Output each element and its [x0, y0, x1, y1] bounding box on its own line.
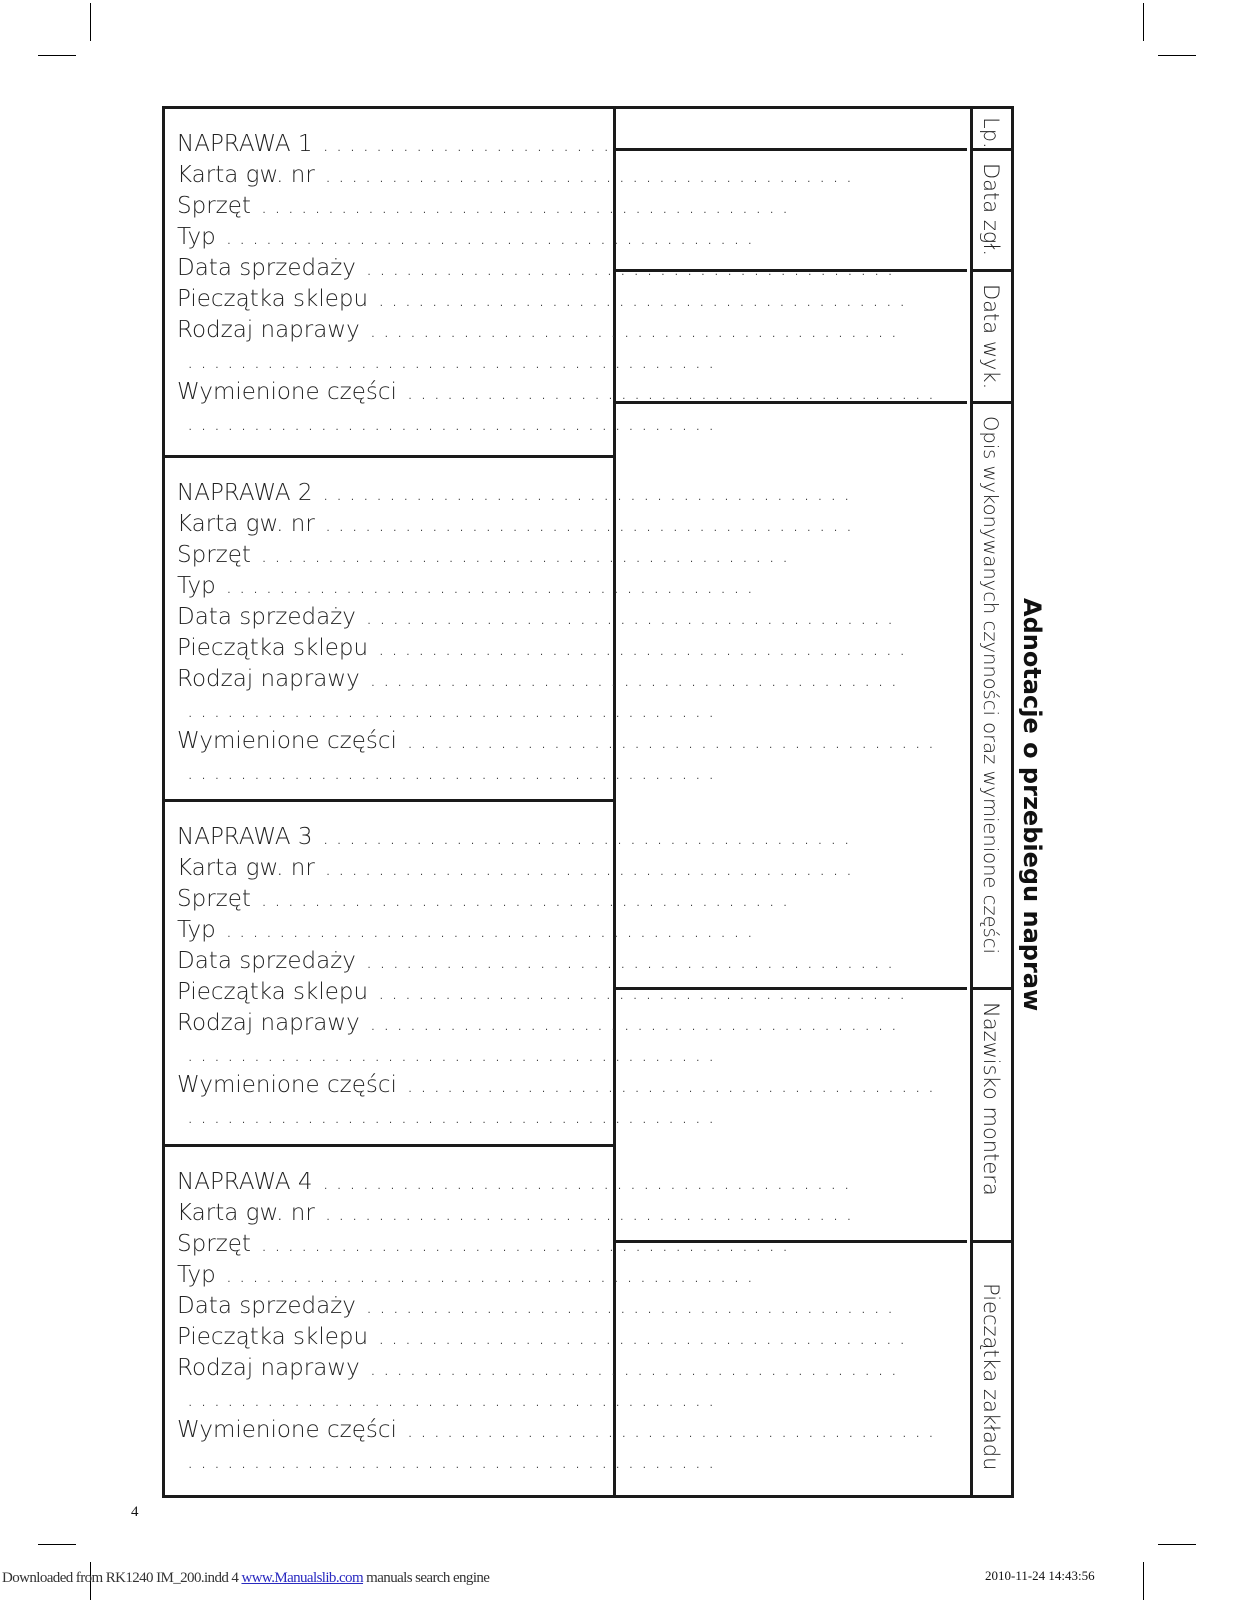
fill-in-dotted-line[interactable]: ........................................	[324, 163, 860, 187]
repair-2-field-4-line	[177, 633, 913, 664]
header-data-zgl	[973, 151, 1011, 272]
repair-1-field-3-line	[177, 253, 901, 284]
fill-in-dotted-line[interactable]: ........................................	[225, 574, 760, 598]
repair-4-field-2-line	[177, 1260, 760, 1291]
entry-cells-column	[616, 109, 970, 1495]
fill-in-dotted-line[interactable]: ........................................	[324, 512, 860, 536]
repair-entry-2	[165, 458, 942, 802]
repair-4-field-8-line	[177, 1446, 722, 1477]
fill-in-dotted-line[interactable]: ........................................	[365, 256, 901, 280]
repair-3-title-line	[177, 822, 857, 853]
cell-nazwisko[interactable]	[616, 990, 967, 1243]
repair-entry-3	[165, 802, 942, 1147]
manualslib-link[interactable]: www.Manualslib.com	[241, 1570, 364, 1586]
repair-3-field-4-line	[177, 977, 913, 1008]
repair-1-field-5-line	[177, 315, 905, 346]
header-lp-label: Lp.	[979, 117, 1003, 149]
column-headers	[970, 109, 1011, 1495]
repair-4-field-4-line	[177, 1322, 913, 1353]
fill-in-dotted-line[interactable]: ........................................	[322, 481, 857, 505]
header-pieczatka-label: Pieczątka zakładu	[979, 1283, 1003, 1471]
cell-lp[interactable]	[616, 109, 967, 151]
repair-4-field-5-line	[177, 1353, 905, 1384]
header-data-wyk	[973, 272, 1011, 404]
fill-in-dotted-line[interactable]: ........................................	[324, 856, 860, 880]
repair-3-field-0-line	[177, 853, 860, 884]
repair-1-field-5-label: Rodzaj naprawy	[177, 317, 360, 343]
fill-in-dotted-line[interactable]: ........................................	[406, 1418, 942, 1442]
fill-in-dotted-line[interactable]: ........................................	[187, 760, 722, 784]
repair-2-field-6-line	[177, 695, 722, 726]
footer-downloaded-from: Downloaded from	[2, 1570, 103, 1586]
fill-in-dotted-line[interactable]: ........................................	[260, 1232, 796, 1256]
repair-4-field-0-line	[177, 1198, 860, 1229]
fill-in-dotted-line[interactable]: ........................................	[187, 698, 722, 722]
fill-in-dotted-line[interactable]: ........................................	[365, 949, 901, 973]
repair-3-field-1-label: Sprzęt	[177, 886, 251, 912]
download-footer	[2, 1570, 489, 1587]
fill-in-dotted-line[interactable]: ........................................	[225, 918, 760, 942]
repair-4-title-label: NAPRAWA 4	[177, 1169, 313, 1195]
repair-1-field-2-label: Typ	[177, 224, 216, 250]
repair-entry-4	[165, 1147, 942, 1495]
fill-in-dotted-line[interactable]: ........................................	[187, 411, 722, 435]
header-nazwisko	[973, 990, 1011, 1243]
repair-3-field-5-line	[177, 1008, 905, 1039]
fill-in-dotted-line[interactable]: ........................................	[365, 1294, 901, 1318]
fill-in-dotted-line[interactable]: ........................................	[378, 636, 913, 660]
header-pieczatka	[973, 1243, 1011, 1495]
header-nazwisko-label: Nazwisko montera	[979, 1002, 1003, 1196]
repair-1-field-0-line	[177, 160, 860, 191]
footer-file-name: RK1240 IM_200.indd 4	[105, 1570, 239, 1586]
repair-4-field-5-label: Rodzaj naprawy	[177, 1355, 360, 1381]
repair-3-field-8-line	[177, 1101, 722, 1132]
repair-1-field-0-label: Karta gw. nr	[177, 162, 315, 188]
repair-4-field-3-label: Data sprzedaży	[177, 1293, 356, 1319]
repair-4-field-3-line	[177, 1291, 901, 1322]
fill-in-dotted-line[interactable]: ........................................	[260, 194, 796, 218]
repair-4-field-2-label: Typ	[177, 1262, 216, 1288]
header-data-zgl-label: Data zgł.	[979, 163, 1003, 257]
fill-in-dotted-line[interactable]: ........................................	[369, 667, 905, 691]
repair-3-field-4-label: Pieczątka sklepu	[177, 979, 369, 1005]
repair-3-field-3-label: Data sprzedaży	[177, 948, 356, 974]
section-title: Adnotacje o przebiegu napraw	[1018, 598, 1046, 1012]
fill-in-dotted-line[interactable]: ........................................	[378, 287, 913, 311]
repair-1-field-1-line	[177, 191, 796, 222]
repair-1-title-line	[177, 129, 857, 160]
footer-timestamp: 2010-11-24 14:43:56	[985, 1568, 1095, 1583]
repair-2-field-0-label: Karta gw. nr	[177, 511, 315, 537]
repair-2-field-1-label: Sprzęt	[177, 542, 251, 568]
repair-3-field-2-label: Typ	[177, 917, 216, 943]
repair-2-field-2-label: Typ	[177, 573, 216, 599]
crop-mark	[1143, 3, 1144, 41]
repair-4-field-7-label: Wymienione części	[177, 1417, 397, 1443]
repair-3-field-5-label: Rodzaj naprawy	[177, 1010, 360, 1036]
repair-entries-column	[165, 109, 942, 1495]
crop-mark	[1158, 55, 1196, 56]
fill-in-dotted-line[interactable]: ........................................	[260, 887, 796, 911]
fill-in-dotted-line[interactable]: ........................................	[260, 543, 796, 567]
repair-1-field-8-line	[177, 408, 722, 439]
repair-4-field-0-label: Karta gw. nr	[177, 1200, 315, 1226]
fill-in-dotted-line[interactable]: ........................................	[369, 1011, 905, 1035]
fill-in-dotted-line[interactable]: ........................................	[324, 1201, 860, 1225]
fill-in-dotted-line[interactable]: ........................................	[187, 1387, 722, 1411]
crop-mark	[90, 3, 91, 41]
cell-opis[interactable]	[616, 404, 967, 990]
repair-1-title-label: NAPRAWA 1	[177, 131, 313, 157]
repair-log-form	[162, 106, 1014, 1498]
repair-4-field-1-line	[177, 1229, 796, 1260]
repair-4-field-6-line	[177, 1384, 722, 1415]
page-number: 4	[131, 1504, 139, 1520]
repair-2-field-2-line	[177, 571, 760, 602]
fill-in-dotted-line[interactable]: ........................................	[369, 318, 905, 342]
fill-in-dotted-line[interactable]: ........................................	[322, 825, 857, 849]
repair-2-field-1-line	[177, 540, 796, 571]
fill-in-dotted-line[interactable]: ........................................	[365, 605, 901, 629]
repair-3-title-label: NAPRAWA 3	[177, 824, 313, 850]
fill-in-dotted-line[interactable]: ........................................	[322, 132, 857, 156]
repair-4-field-4-label: Pieczątka sklepu	[177, 1324, 369, 1350]
header-opis-label: Opis wykonywanych czynności oraz wymienione części	[979, 416, 1002, 954]
repair-3-field-3-line	[177, 946, 901, 977]
repair-4-field-7-line	[177, 1415, 942, 1446]
crop-mark	[1158, 1544, 1196, 1545]
repair-2-title-label: NAPRAWA 2	[177, 480, 313, 506]
cell-pieczatka[interactable]	[616, 1243, 967, 1495]
repair-1-field-6-line	[177, 346, 722, 377]
crop-mark	[1143, 1562, 1144, 1600]
fill-in-dotted-line[interactable]: ........................................	[378, 1325, 913, 1349]
repair-2-field-0-line	[177, 509, 860, 540]
repair-1-field-4-line	[177, 284, 913, 315]
repair-2-field-3-line	[177, 602, 901, 633]
header-opis	[973, 404, 1011, 990]
fill-in-dotted-line[interactable]: ........................................	[225, 225, 760, 249]
repair-2-field-8-line	[177, 757, 722, 788]
fill-in-dotted-line[interactable]: ........................................	[187, 1449, 722, 1473]
header-data-wyk-label: Data wyk.	[979, 284, 1003, 390]
crop-mark	[38, 55, 76, 56]
fill-in-dotted-line[interactable]: ........................................	[406, 380, 942, 404]
repair-entry-1	[165, 109, 942, 458]
repair-2-field-7-label: Wymienione części	[177, 728, 397, 754]
fill-in-dotted-line[interactable]: ........................................	[378, 980, 913, 1004]
fill-in-dotted-line[interactable]: ........................................	[187, 1104, 722, 1128]
repair-1-field-2-line	[177, 222, 760, 253]
repair-3-field-6-line	[177, 1039, 722, 1070]
repair-3-field-2-line	[177, 915, 760, 946]
cell-data-zgl[interactable]	[616, 151, 967, 272]
fill-in-dotted-line[interactable]: ........................................	[225, 1263, 760, 1287]
repair-3-field-7-label: Wymienione części	[177, 1072, 397, 1098]
crop-mark	[38, 1544, 76, 1545]
fill-in-dotted-line[interactable]: ........................................	[187, 1042, 722, 1066]
repair-2-field-5-label: Rodzaj naprawy	[177, 666, 360, 692]
repair-1-field-1-label: Sprzęt	[177, 193, 251, 219]
repair-2-field-5-line	[177, 664, 905, 695]
repair-4-field-1-label: Sprzęt	[177, 1231, 251, 1257]
repair-2-title-line	[177, 478, 857, 509]
repair-1-field-7-label: Wymienione części	[177, 379, 397, 405]
fill-in-dotted-line[interactable]: ........................................	[369, 1356, 905, 1380]
repair-3-field-7-line	[177, 1070, 942, 1101]
footer-tagline: manuals search engine	[363, 1570, 490, 1586]
fill-in-dotted-line[interactable]: ........................................	[406, 1073, 942, 1097]
repair-2-field-3-label: Data sprzedaży	[177, 604, 356, 630]
repair-1-field-7-line	[177, 377, 942, 408]
repair-3-field-1-line	[177, 884, 796, 915]
fill-in-dotted-line[interactable]: ........................................	[187, 349, 722, 373]
cell-data-wyk[interactable]	[616, 272, 967, 404]
repair-1-field-4-label: Pieczątka sklepu	[177, 286, 369, 312]
fill-in-dotted-line[interactable]: ........................................	[406, 729, 942, 753]
repair-2-field-4-label: Pieczątka sklepu	[177, 635, 369, 661]
fill-in-dotted-line[interactable]: ........................................	[322, 1170, 857, 1194]
repair-1-field-3-label: Data sprzedaży	[177, 255, 356, 281]
repair-2-field-7-line	[177, 726, 942, 757]
repair-4-title-line	[177, 1167, 857, 1198]
header-lp	[973, 109, 1011, 151]
repair-3-field-0-label: Karta gw. nr	[177, 855, 315, 881]
